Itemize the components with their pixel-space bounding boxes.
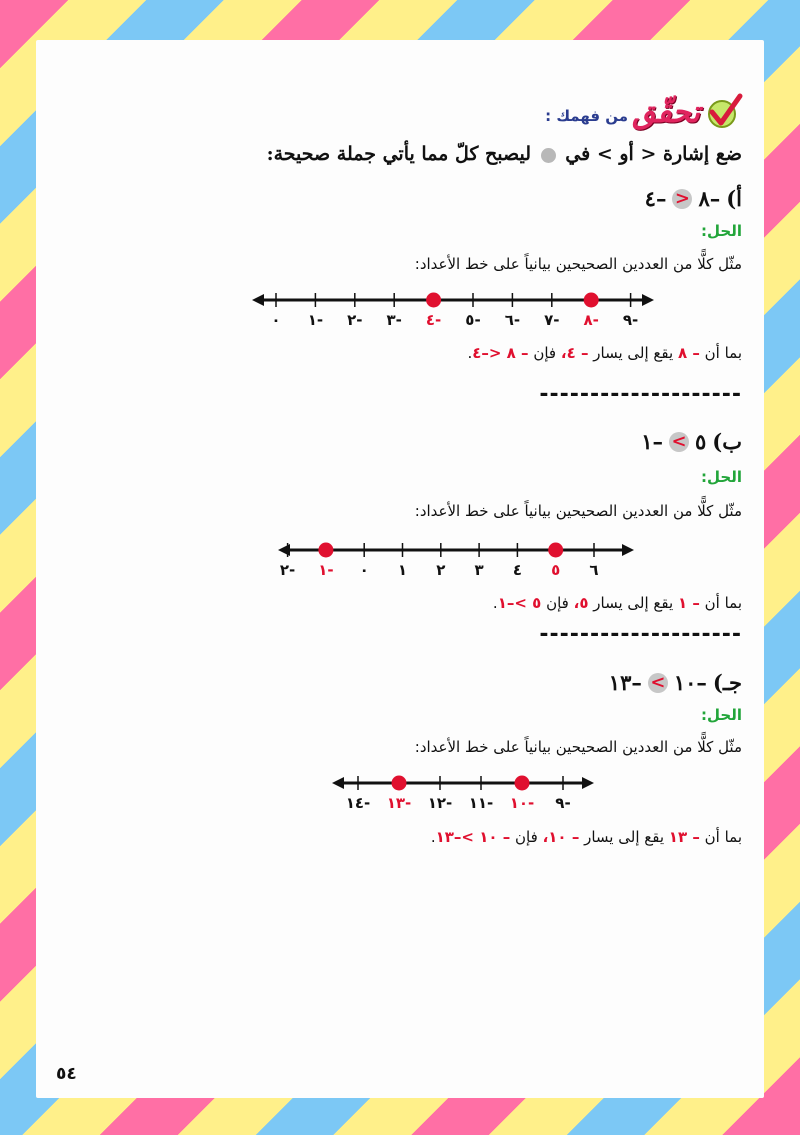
solution-label: الحل: bbox=[701, 468, 742, 486]
question-label: ب) bbox=[712, 429, 742, 454]
point-marker bbox=[515, 776, 530, 791]
instruction-part: في bbox=[565, 143, 591, 165]
tick-label: ١٣- bbox=[386, 794, 412, 812]
left-operand: ٥ bbox=[695, 429, 707, 454]
conclusion-text: يقع إلى يسار bbox=[593, 344, 674, 362]
tick-label: ١- bbox=[318, 561, 334, 579]
question-b bbox=[641, 429, 742, 454]
conclusion-value: – ٨ bbox=[677, 344, 700, 362]
solution-description: مثّل كلًّا من العددين الصحيحين بيانياً على خط الأعداد: bbox=[414, 502, 742, 520]
instruction-part: ضع إشارة bbox=[663, 143, 742, 165]
solution-description: مثّل كلًّا من العددين الصحيحين بيانياً على خط الأعداد: bbox=[414, 738, 742, 756]
tick-label: ٩- bbox=[555, 794, 571, 812]
conclusion-text: . bbox=[492, 594, 498, 612]
number-line-b bbox=[36, 522, 764, 582]
right-operand: –١٣ bbox=[608, 670, 642, 695]
tick-label: ٧- bbox=[544, 311, 560, 329]
number-line-a bbox=[36, 272, 764, 332]
question-a bbox=[645, 186, 742, 211]
left-arrow-icon bbox=[332, 777, 344, 789]
tick-label: ٩- bbox=[622, 311, 639, 329]
right-arrow-icon bbox=[642, 294, 654, 306]
tick-label: ٤- bbox=[425, 311, 442, 329]
conclusion-b bbox=[493, 594, 742, 612]
right-operand: –٤ bbox=[644, 186, 667, 211]
conclusion-text: . bbox=[467, 344, 473, 362]
left-arrow-icon bbox=[252, 294, 264, 306]
grey-circle-icon bbox=[541, 148, 556, 163]
tick-label: ١ bbox=[397, 561, 408, 579]
conclusion-c bbox=[431, 828, 742, 846]
tick-label: ٥ bbox=[551, 561, 561, 579]
tick-label: ٤ bbox=[512, 561, 522, 579]
conclusion-value: – ١٠، bbox=[542, 828, 580, 846]
conclusion-value: – ٤، bbox=[560, 344, 589, 362]
point-marker bbox=[318, 543, 333, 558]
solution-description: مثّل كلًّا من العددين الصحيحين بيانياً على خط الأعداد: bbox=[414, 255, 742, 273]
conclusion-text: يقع إلى يسار bbox=[584, 828, 665, 846]
conclusion-text: فإن bbox=[515, 828, 538, 846]
tick-label: ٨- bbox=[583, 311, 599, 329]
tick-label: ٦- bbox=[504, 311, 521, 329]
tick-label: ٢- bbox=[279, 561, 296, 579]
conclusion-value: – ١ bbox=[677, 594, 700, 612]
point-marker bbox=[426, 293, 441, 308]
comparison-answer[interactable]: > bbox=[648, 673, 668, 693]
tick-label: ١٠- bbox=[509, 794, 535, 812]
separator: -------------------- bbox=[539, 382, 742, 407]
question-label: جـ) bbox=[712, 670, 742, 695]
header-title: تحقّق bbox=[632, 94, 700, 130]
lt-sign: < bbox=[640, 143, 657, 165]
conclusion-text: بما أن bbox=[704, 594, 742, 612]
point-marker bbox=[548, 543, 563, 558]
tick-label: ٣- bbox=[386, 311, 402, 329]
conclusion-text: فإن bbox=[546, 594, 569, 612]
conclusion-result: – ٨ <–٤ bbox=[472, 344, 529, 362]
tick-label: ١١- bbox=[468, 794, 494, 812]
separator: -------------------- bbox=[539, 622, 742, 647]
tick-label: ٠ bbox=[359, 561, 369, 579]
check-understanding-header bbox=[545, 92, 744, 132]
instruction-part: أو bbox=[619, 143, 634, 165]
left-operand: –١٠ bbox=[673, 670, 707, 695]
conclusion-a bbox=[467, 344, 742, 362]
conclusion-value: – ١٣ bbox=[668, 828, 700, 846]
instruction-part: ليصبح كلّ مما يأتي جملة صحيحة: bbox=[266, 143, 532, 165]
conclusion-value: ٥، bbox=[573, 594, 589, 612]
tick-label: ٦ bbox=[589, 561, 599, 579]
tick-label: ٣ bbox=[474, 561, 484, 579]
header-subtitle: من فهمك : bbox=[545, 107, 629, 125]
tick-label: ٠ bbox=[271, 311, 281, 329]
conclusion-text: بما أن bbox=[704, 828, 742, 846]
conclusion-result: ٥ >–١ bbox=[497, 594, 542, 612]
conclusion-text: فإن bbox=[533, 344, 557, 362]
question-c bbox=[609, 670, 742, 695]
comparison-answer[interactable]: < bbox=[672, 189, 692, 209]
checkmark-icon bbox=[704, 92, 744, 132]
point-marker bbox=[584, 293, 599, 308]
solution-label: الحل: bbox=[701, 706, 742, 724]
comparison-answer[interactable]: > bbox=[669, 432, 689, 452]
solution-label: الحل: bbox=[701, 222, 742, 240]
page-number: ٥٤ bbox=[56, 1064, 77, 1084]
question-label: أ) bbox=[726, 186, 742, 211]
instruction-text bbox=[267, 143, 742, 165]
tick-label: ٢- bbox=[347, 311, 363, 329]
right-arrow-icon bbox=[582, 777, 594, 789]
tick-label: ٥- bbox=[465, 311, 481, 329]
conclusion-text: يقع إلى يسار bbox=[593, 594, 674, 612]
right-operand: –١ bbox=[641, 429, 663, 454]
tick-label: ٢ bbox=[436, 561, 446, 579]
conclusion-text: بما أن bbox=[704, 344, 742, 362]
conclusion-result: – ١٠ >–١٣ bbox=[435, 828, 511, 846]
tick-label: ١٢- bbox=[427, 794, 453, 812]
number-line-c bbox=[36, 755, 764, 815]
page-sheet bbox=[36, 40, 764, 1098]
point-marker bbox=[392, 776, 407, 791]
tick-label: ١- bbox=[307, 311, 324, 329]
gt-sign: > bbox=[596, 143, 613, 165]
tick-label: ١٤- bbox=[345, 794, 371, 812]
conclusion-text: . bbox=[430, 828, 436, 846]
right-arrow-icon bbox=[622, 544, 634, 556]
left-operand: –٨ bbox=[698, 186, 721, 211]
